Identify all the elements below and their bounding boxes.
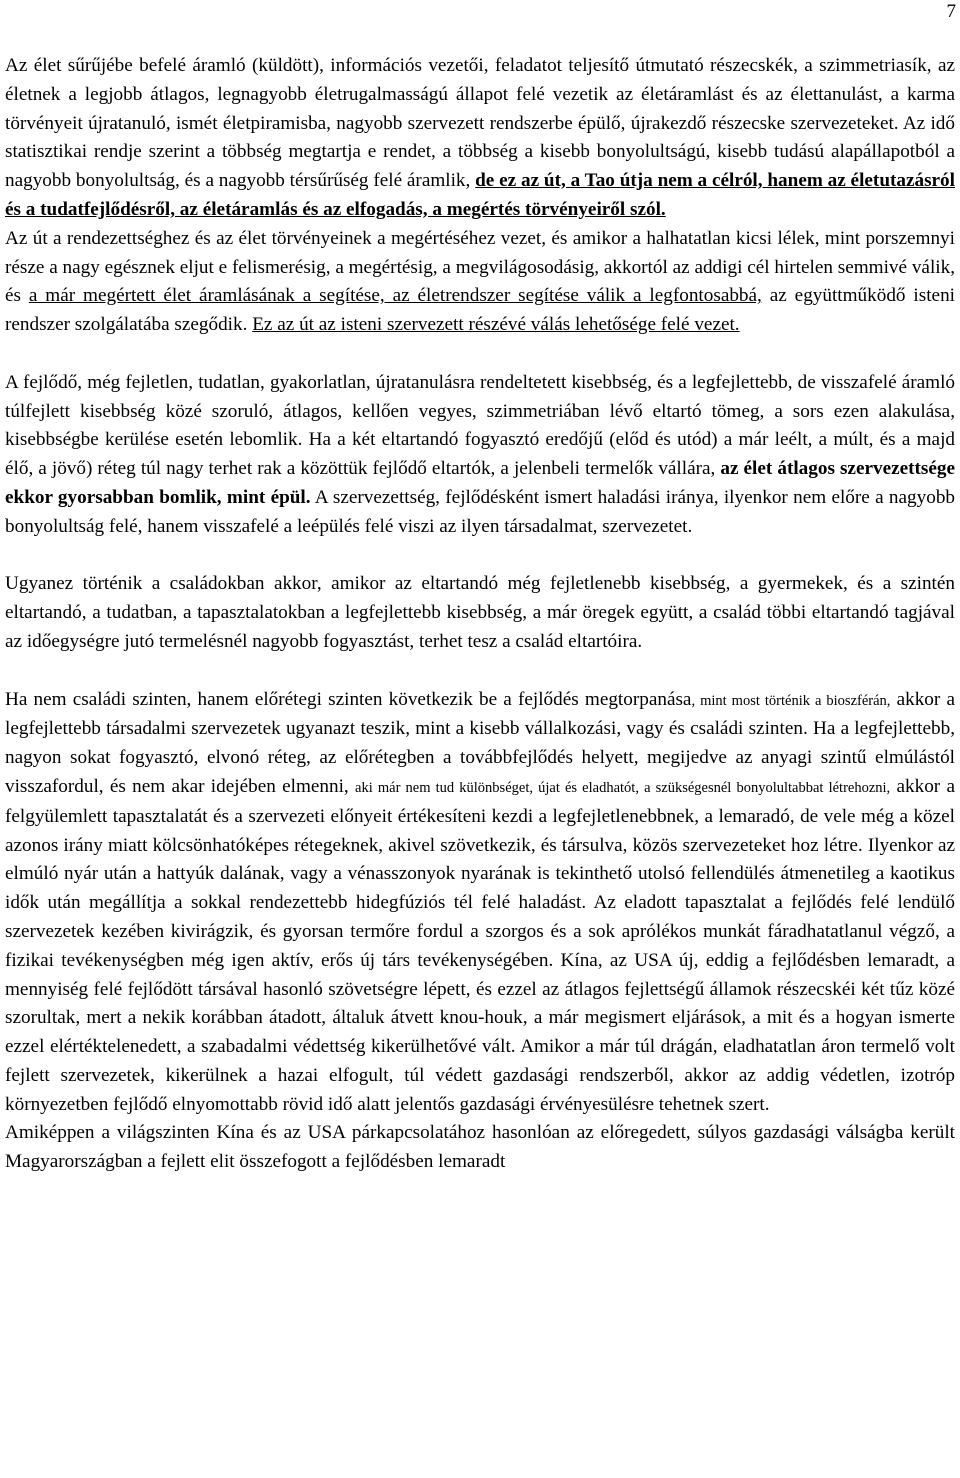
paragraph-3-text-2: A szervezettség, fejlődésként ismert haladási iránya, ilyenkor nem előre a nagyobb bonyolultság felé, hanem visszafelé a leépülés felé viszi az ilyen társadalmat, szervezetet. (5, 486, 956, 537)
paragraph-5-text-2: akkor a legfejlettebb társadalmi szervezetek ugyanazt teszik, mint a kisebb vállalkozási, vagy és családi szinten. Ha a legfejlettebb, nagyon sokat fogyasztó, elvonó réteg, az előrétegben a továbbfejlődés helyett, megijedve az anyagi szintű elmúlástól visszafordul, és nem akar idejében elmenni, (5, 688, 955, 797)
paragraph-5-text-3: akkor a felgyülemlett tapasztalatát és a szervezeti előnyeit értékesíteni kezdi a legfejletlenebbnek, a lemaradó, de vele még a közel azonos irány miatt kölcsönhatóképes rétegeknek, akivel szövetkezik, és társulva, közös szervezeteket hoz létre. Ilyenkor az elmúló nyár után a hattyúk dalának, vagy a vénasszonyok nyarának is tekinthető utolsó fellendülés átmenetileg a kaotikus idők után megállítja a sokkal rendezettebb hidegfúziós tél felé haladást. Az eladott tapasztalat a fejlődés felé lendülő szervezetek kezében kivirágzik, és gyorsan termőre fordul a szorgos és a sok aprólékos munkát fáradhatatlanul végző, a fizikai tevékenységben még igen aktív, erős új társ tevékenységében. Kína, az USA új, eddig a fejlődésben lemaradt, a mennyiség felé fejlődött társával hasonló szövetségre lépett, és ezzel az átlagos fejlettségű államok részecskéi két tűz közé szorultak, mert a nekik korábban átadott, általuk átvett knou-houk, a már megismert eljárások, a mit és a hogyan ismerte ezzel elértéktelenedett, a szabadalmi védettség kikerülhetővé vált. Amikor a már túl drágán, eladhatatlan áron termelő volt fejlett szervezetek, kikerülnek a hazai elfogult, túl védett gazdasági rendszerből, akkor az addig védetlen, izotróp környezetben fejlődő elnyomottabb rövid idő alatt jelentős gazdasági érvényesülésre tehetnek szert. (5, 775, 955, 1115)
paragraph-4 (5, 570, 955, 656)
paragraph-6 (5, 1119, 955, 1177)
paragraph-4-text: Ugyanez történik a családokban akkor, amikor az eltartandó még fejletlenebb kisebbség, a gyermekek, és a szintén eltartandó, a tudatban, a tapasztalatokban a legfejlettebb kisebbség, a már öregek együtt, a család többi eltartandó tagjával az időegységre jutó termelésnél nagyobb fogyasztást, terhet tesz a család eltartóira. (5, 573, 955, 652)
paragraph-2-text: Az út a rendezettséghez és az élet törvényeinek a megértéséhez vezet, és amikor a halhatatlan kicsi lélek, mint porszemnyi része a nagy egésznek eljut e felismerésig, a megértésig, a megvilágosodásig, akkortól az addigi cél hirtelen semmivé válik, és (5, 227, 955, 307)
paragraph-1-text: Az élet sűrűjébe befelé áramló (küldött), információs vezetői, feladatot teljesítő útmutató részecskék, a szimmetriasík, az életnek a legjobb átlagos, legnagyobb életrugalmasságú állapot felé vezetik az életáramlást és az élettanulást, a karma törvényeit újratanuló, ismét életpiramisba, nagyobb szervezett rendszerbe épülő, újrakezdő részecske szervezeteket. Az idő statisztikai rendje szerint a többség megtartja e rendet, a többség a kisebb bonyolultságú, kisebb tudású alapállapotból a nagyobb bonyolultság, és a nagyobb térsűrűség felé áramlik, (5, 55, 955, 192)
paragraph-3-text: A fejlődő, még fejletlen, tudatlan, gyakorlatlan, újratanulásra rendeltetett kisebbség, és a legfejlettebb, de visszafelé áramló túlfejlett kisebbség közé szoruló, átlagos, kellően vegyes, szimmetriában lévő eltartó tömeg, a sors ezen alakulása, kisebbségbe kerülése esetén lebomlik. Ha a két eltartandó fogyasztó eredőjű (előd és utód) a már leélt, a múlt, és a majd élő, a jövő) réteg túl nagy terhet rak a közöttük fejlődő eltartók, a jelenbeli termelők vállára, (5, 371, 955, 480)
paragraph-5-text: Ha nem családi szinten, hanem előrétegi szinten következik be a fejlődés megtorpanása (5, 688, 692, 710)
paragraph-2-underline-1: a már megértett élet áramlásának a segítése, az életrendszer segítése válik a legfontosabbá, (28, 285, 762, 307)
paragraph-2-underline-2: Ez az út az isteni szervezett részévé válás lehetősége felé vezet. (252, 314, 740, 336)
paragraph-5-small-2: aki már nem tud különbséget, újat és eladhatót, a szükségesnél bonyolultabbat létrehozni, (355, 779, 891, 796)
paragraph-3-bold: az élet átlagos szervezettsége ekkor gyorsabban bomlik, mint épül. (5, 458, 955, 508)
document-body (5, 52, 955, 1177)
paragraph-2-text-2: az együttműködő isteni rendszer szolgálatába szegődik. (5, 285, 955, 336)
paragraph-2 (5, 225, 955, 340)
paragraph-1-emphasis: de ez az út, a Tao útja nem a célról, hanem az életutazásról és a tudatfejlődésről, az életáramlás és az elfogadás, a megértés törvényeiről szól. (5, 170, 955, 220)
paragraph-1 (5, 52, 955, 225)
paragraph-6-text: Amiképpen a világszinten Kína és az USA párkapcsolatához hasonlóan az előregedett, súlyos gazdasági válságba került Magyarországban a fejlett elit összefogott a fejlődésben lemaradt (5, 1122, 955, 1173)
paragraph-3 (5, 369, 955, 542)
paragraph-5-small-1: , mint most történik a bioszférán, (691, 692, 891, 709)
paragraph-5 (5, 686, 955, 1120)
page-number: 7 (946, 1, 956, 22)
